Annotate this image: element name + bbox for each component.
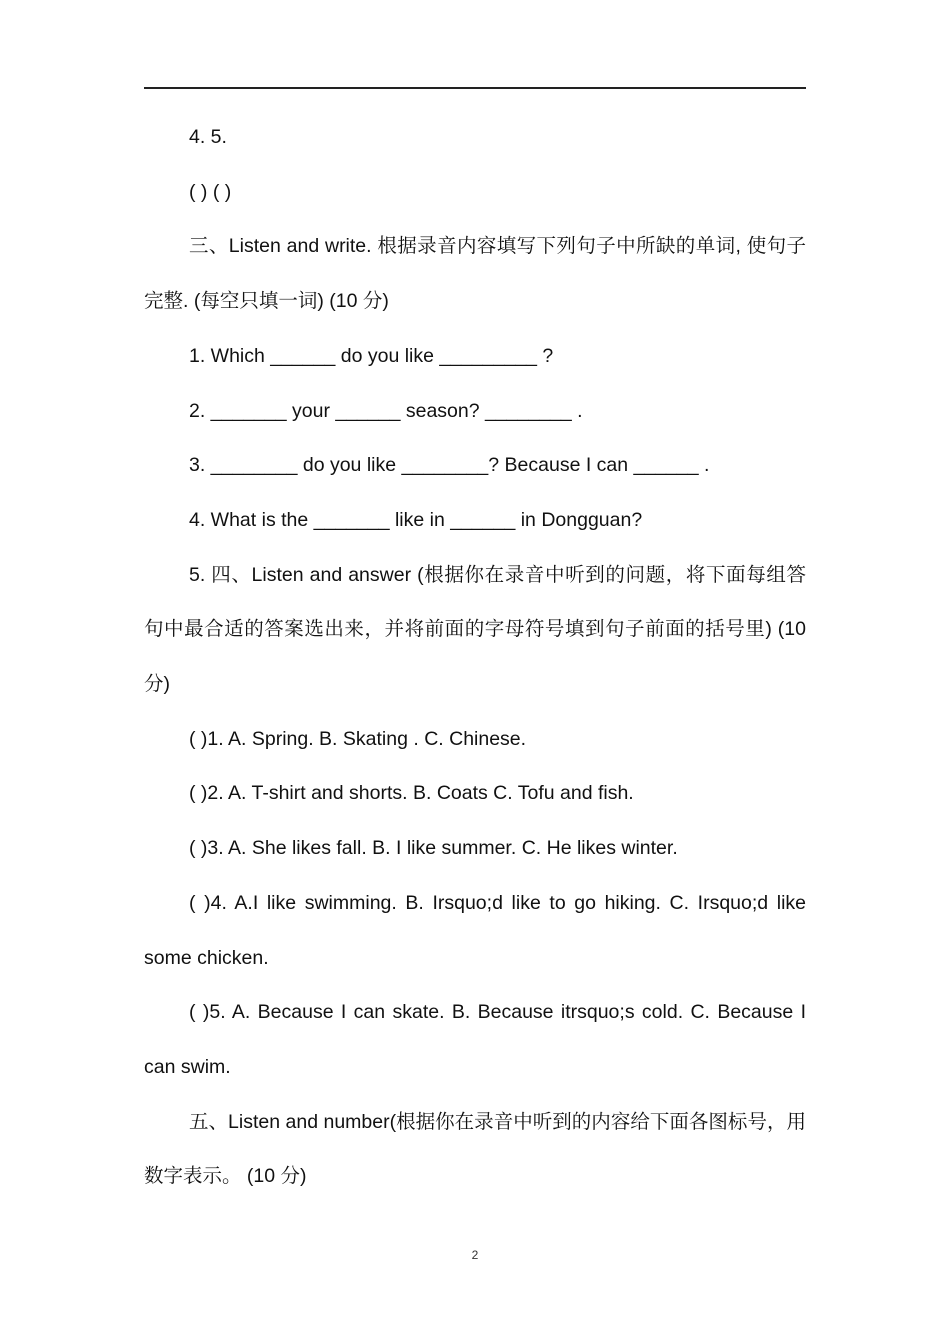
question-item: ( )2. A. T-shirt and shorts. B. Coats C. Tofu and fish. bbox=[189, 782, 634, 805]
paragraph: 4. 5. bbox=[189, 126, 227, 148]
paragraph: ( ) ( ) bbox=[189, 180, 232, 203]
page-number: 2 bbox=[471, 1248, 479, 1262]
question-item: 4. What is the _______ like in ______ in Dongguan? bbox=[189, 508, 643, 531]
section-five-heading: 五、Listen and number(根据你在录音中听到的内容给下面各图标号，用数字表示。 (10 分) bbox=[144, 1110, 806, 1188]
question-item: 3. ________ do you like ________? Because I can ______ . bbox=[189, 454, 710, 477]
question-item: 1. Which ______ do you like _________ ? bbox=[189, 344, 554, 367]
question-item: ( )4. A.I like swimming. B. Irsquo;d like to go hiking. C. Irsquo;d like some chicken. bbox=[144, 891, 806, 969]
section-four-heading: 5. 四、Listen and answer (根据你在录音中听到的问题，将下面每组答句中最合适的答案选出来，并将前面的字母符号填到句子前面的括号里) (10 分) bbox=[144, 563, 806, 696]
question-item: ( )3. A. She likes fall. B. I like summer. C. He likes winter. bbox=[189, 837, 678, 860]
question-item: 2. _______ your ______ season? ________ . bbox=[189, 399, 583, 422]
document-body bbox=[144, 110, 806, 1204]
question-item: ( )1. A. Spring. B. Skating . C. Chinese. bbox=[189, 727, 527, 750]
section-three-heading: 三、Listen and write. 根据录音内容填写下列句子中所缺的单词, 使句子完整. (每空只填一词) (10 分) bbox=[144, 235, 806, 313]
header-rule bbox=[144, 87, 806, 89]
question-item: ( )5. A. Because I can skate. B. Because itrsquo;s cold. C. Because I can swim. bbox=[144, 1001, 806, 1078]
